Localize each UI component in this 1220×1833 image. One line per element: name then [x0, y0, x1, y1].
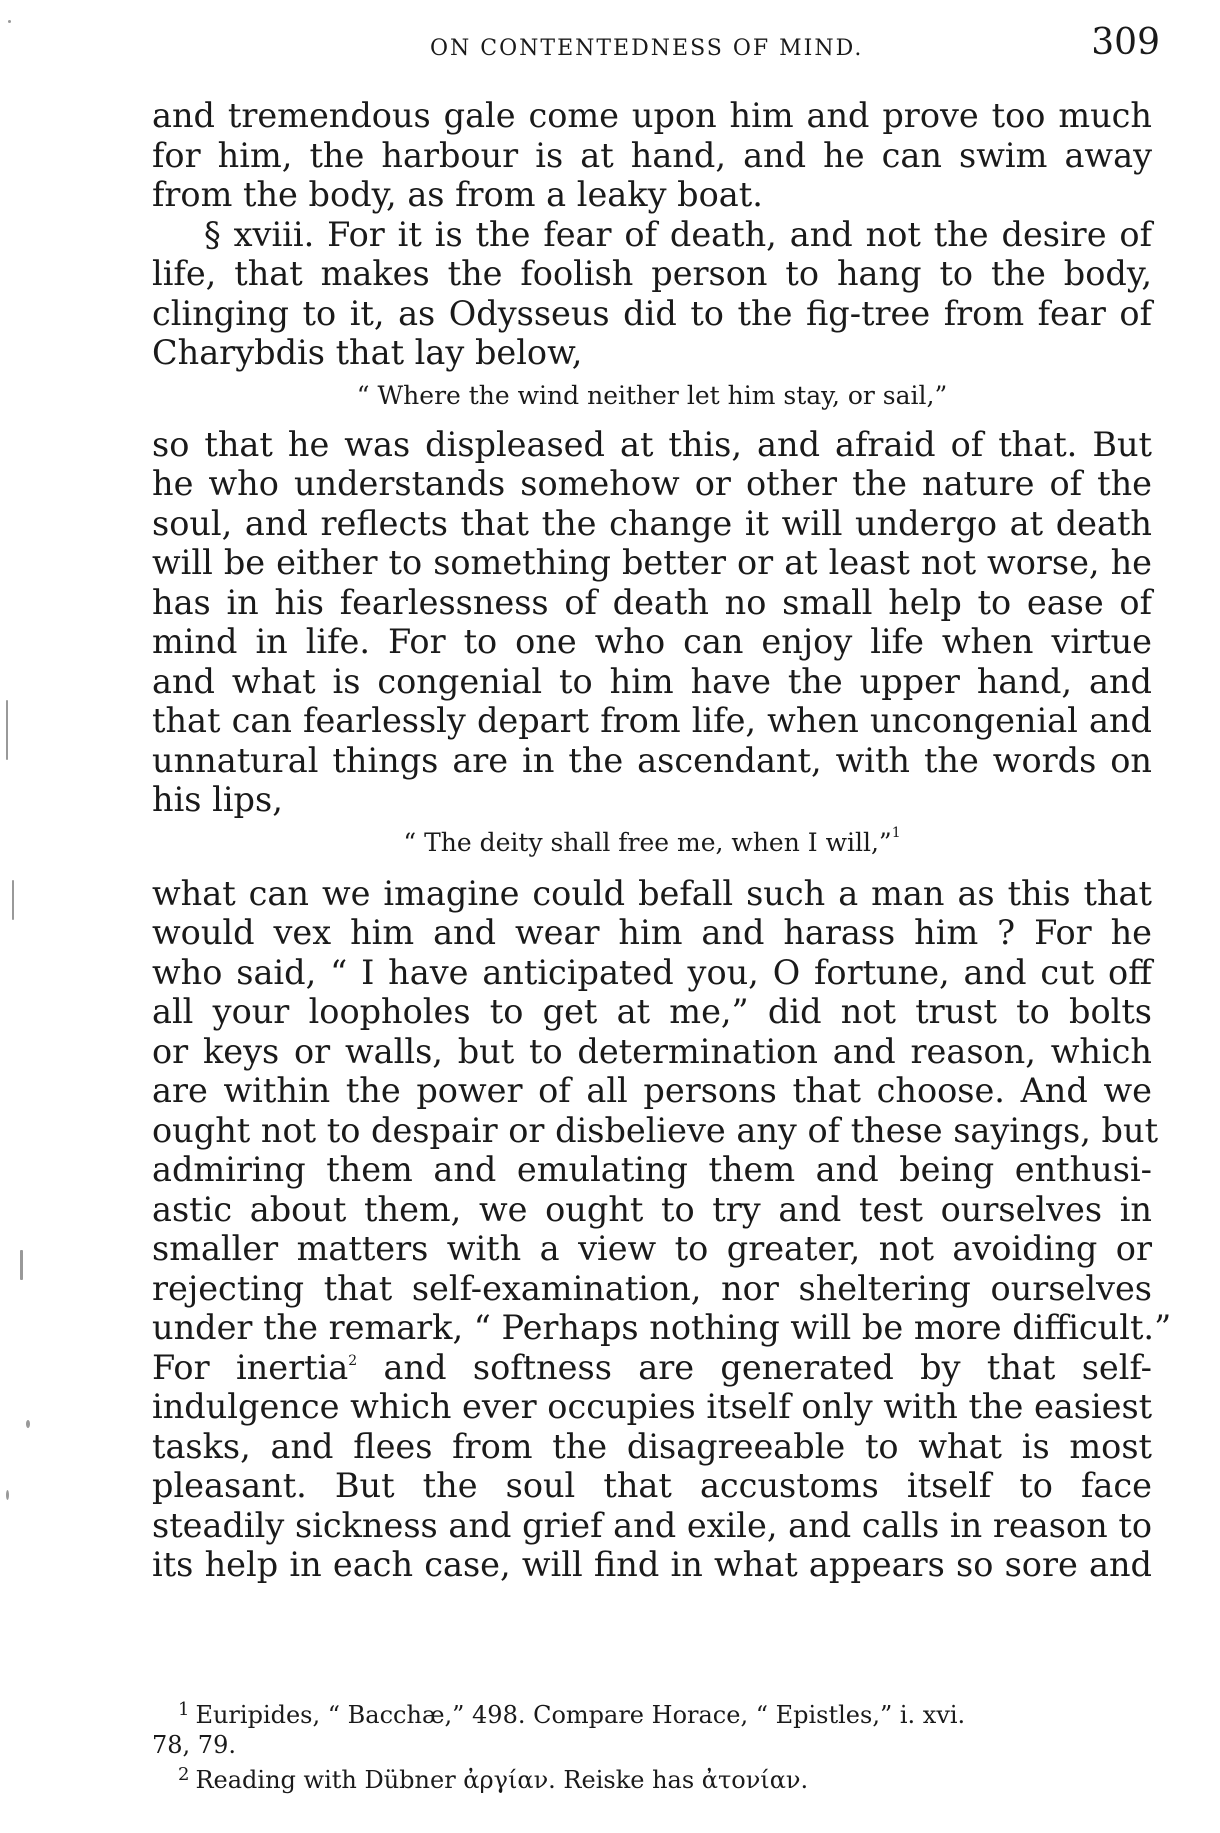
running-head: ON CONTENTEDNESS OF MIND.: [430, 36, 864, 61]
scan-speck: [20, 1250, 23, 1280]
text-line: so that he was displeased at this, and afraid of that. But: [152, 424, 1152, 464]
text-line: ought not to despair or disbelieve any of these sayings, but: [152, 1110, 1159, 1150]
text-line: its help in each case, will find in what appears so sore and: [152, 1545, 1152, 1584]
text-line: what can we imagine could befall such a man as this that: [152, 873, 1152, 913]
text-line: and what is congenial to him have the upper hand, and: [152, 661, 1152, 701]
text-line: astic about them, we ought to try and test ourselves in: [152, 1189, 1152, 1229]
text-line: from the body, as from a leaky boat.: [152, 175, 763, 214]
text-line: unnatural things are in the ascendant, with the words on: [152, 740, 1152, 780]
text-line: clinging to it, as Odysseus did to the fig-tree from fear of: [152, 293, 1152, 333]
text-line: smaller matters with a view to greater, not avoiding or: [152, 1229, 1152, 1268]
verse-quote-text: “ The deity shall free me, when I will,”: [403, 827, 892, 857]
scan-speck: [8, 20, 11, 23]
page-header: [150, 22, 1160, 72]
verse-quote: “ Where the wind neither let him stay, or sail,”: [356, 380, 948, 410]
text-line: rejecting that self-examination, nor sheltering ourselves: [152, 1268, 1152, 1308]
footnote: [152, 1695, 1152, 1730]
text-fragment: For inertia: [152, 1347, 349, 1387]
footnote-continuation: [152, 1730, 1152, 1760]
text-line: are within the power of all persons that choose. And we: [152, 1071, 1152, 1110]
footnotes: [152, 1695, 1152, 1795]
text-line: who said, “ I have anticipated you, O fortune, and cut off: [152, 952, 1152, 992]
scan-speck: [6, 1490, 9, 1500]
text-fragment: and softness are generated by that self-: [383, 1347, 1152, 1387]
text-line: Charybdis that lay below,: [152, 333, 583, 372]
text-line: or keys or walls, but to determination and reason, which: [152, 1031, 1152, 1071]
body-text: [152, 96, 1172, 1585]
text-line: that can fearlessly depart from life, when uncongenial and: [152, 701, 1152, 740]
text-line: has in his fearlessness of death no small help to ease of: [152, 582, 1152, 622]
text-line: he who understands somehow or other the nature of the: [152, 464, 1152, 503]
text-line: would vex him and wear him and harass him ? For he: [152, 913, 1152, 952]
section-start-line: § xviii. For it is the fear of death, and not the desire of: [204, 214, 1152, 254]
text-line: all your loopholes to get at me,” did not trust to bolts: [152, 992, 1152, 1031]
text-line: soul, and reflects that the change it will undergo at death: [152, 503, 1152, 543]
text-line: mind in life. For to one who can enjoy life when virtue: [152, 622, 1152, 661]
text-line: and tremendous gale come upon him and prove too much: [152, 96, 1152, 135]
footnote-text: Reading with Dübner ἀργίαν. Reiske has ἀτονίαν.: [195, 1766, 809, 1794]
text-line: pleasant. But the soul that accustoms itself to face: [152, 1466, 1152, 1505]
scan-speck: [6, 700, 8, 760]
text-line: will be either to something better or at least not worse, he: [152, 543, 1152, 582]
footnote-number: 1: [178, 1699, 190, 1720]
text-line: steadily sickness and grief and exile, and calls in reason to: [152, 1505, 1152, 1545]
text-line: his lips,: [152, 780, 283, 819]
page-number: 309: [1091, 22, 1160, 63]
text-line: life, that makes the foolish person to hang to the body,: [152, 254, 1152, 293]
text-line: indulgence which ever occupies itself only with the easiest: [152, 1387, 1153, 1426]
text-line: admiring them and emulating them and being enthusi-: [152, 1150, 1152, 1189]
footnote-text: Euripides, “ Bacchæ,” 498. Compare Horace, “ Epistles,” i. xvi.: [195, 1701, 966, 1729]
text-line: under the remark, “ Perhaps nothing will be more difficult.”: [152, 1308, 1172, 1347]
text-line: tasks, and flees from the disagreeable to what is most: [152, 1426, 1152, 1466]
text-line: [152, 1348, 1152, 1388]
footnote-number: 2: [178, 1764, 190, 1785]
footnote: [152, 1760, 1152, 1795]
footnote-text: 78, 79.: [152, 1731, 236, 1759]
text-line: for him, the harbour is at hand, and he can swim away: [152, 135, 1152, 175]
footnote-marker: 1: [891, 824, 901, 841]
verse-quote: [152, 826, 1152, 870]
scan-speck: [12, 880, 14, 920]
scan-speck: [26, 1420, 30, 1428]
footnote-marker: 2: [348, 1352, 358, 1369]
